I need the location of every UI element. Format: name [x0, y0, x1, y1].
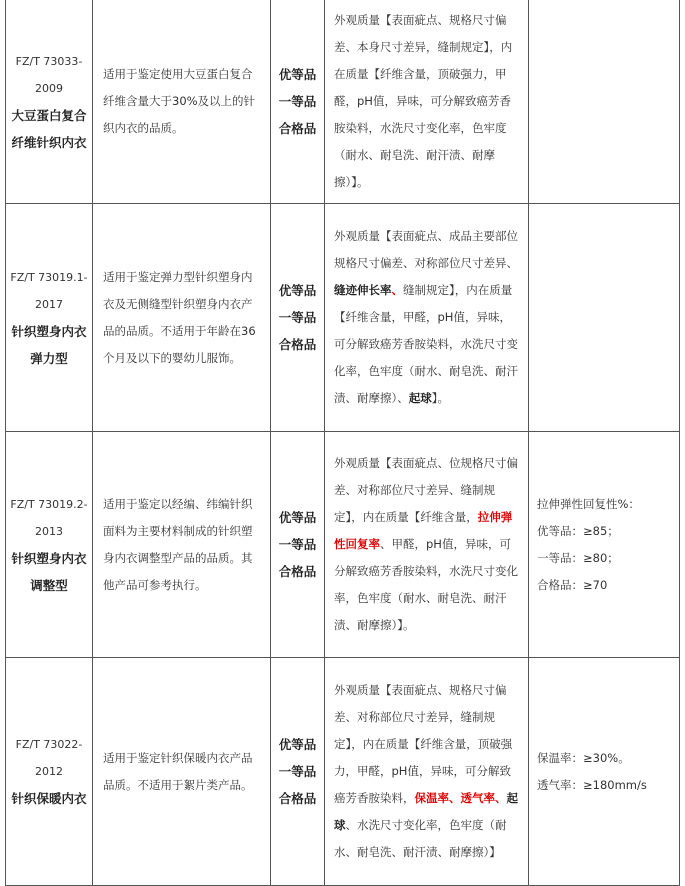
scope-cell: 适用于鉴定弹力型针织塑身内衣及无侧缝型针织塑身内衣产品的品质。不适用于年龄在36个月及以下的婴幼儿服饰。 — [93, 204, 271, 432]
grade-label: 优等品 — [278, 737, 317, 752]
quality-highlight: 保温率、透气率、 — [414, 791, 507, 805]
quality-highlight: 、 — [391, 283, 403, 297]
quality-cell — [325, 658, 529, 886]
note-line: 透气率：≥180mm/s — [537, 777, 647, 792]
quality-cell — [325, 204, 529, 432]
standard-code: FZ/T 73022-2012 — [15, 738, 83, 778]
standard-code: FZ/T 73019.1-2017 — [10, 270, 88, 311]
quality-text: 、水洗尺寸变化率，色牢度（耐水、耐皂洗、耐汗渍、耐摩擦）】 — [334, 818, 507, 859]
grade-label: 合格品 — [278, 337, 317, 352]
grade-label: 合格品 — [278, 791, 317, 806]
grade-label: 一等品 — [278, 310, 317, 325]
note-line: 拉伸弹性回复性%： — [537, 496, 640, 511]
quality-text: 缝制规定】，内在质量【纤维含量，甲醛，pH值，异味，可分解致癌芳香胺染料，水洗尺寸变化率，色牢度（耐水、耐皂洗、耐汗渍、耐摩擦）、 — [334, 283, 518, 405]
quality-highlight: 拉伸弹性回复率 — [334, 510, 513, 551]
standard-cell — [6, 204, 93, 432]
notes-cell — [529, 0, 680, 204]
quality-cell — [325, 0, 529, 204]
scope-cell: 适用于鉴定针织保暖内衣产品品质。不适用于絮片类产品。 — [93, 658, 271, 886]
notes-cell — [529, 432, 680, 658]
table-row — [6, 204, 680, 432]
grades-cell — [271, 204, 325, 432]
quality-text: 、甲醛，pH值，异味，可分解致癌芳香胺染料，水洗尺寸变化率，色牢度（耐水、耐皂洗、耐汗渍、耐摩擦）】。 — [334, 537, 518, 632]
standard-cell — [6, 658, 93, 886]
grades-cell — [271, 432, 325, 658]
note-line: 保温率：≥30%。 — [537, 750, 630, 765]
standards-table — [5, 0, 680, 886]
quality-text: 外观质量【表面疵点、成品主要部位规格尺寸偏差、对称部位尺寸差异、 — [334, 229, 518, 270]
note-line: 合格品：≥70 — [537, 577, 608, 592]
quality-cell — [325, 432, 529, 658]
grade-label: 一等品 — [278, 537, 317, 552]
standard-name: 针织塑身内衣 弹力型 — [11, 323, 87, 366]
table-row — [6, 432, 680, 658]
standard-name: 针织塑身内衣 调整型 — [11, 550, 87, 593]
quality-text: 外观质量【表面疵点、规格尺寸偏差、本身尺寸差异，缝制规定】，内在质量【纤维含量，顶破强力，甲醛，pH值，异味，可分解致癌芳香胺染料，水洗尺寸变化率，色牢度（耐水、耐皂洗、耐汗渍、耐摩擦）】。 — [334, 13, 513, 189]
scope-cell: 适用于鉴定使用大豆蛋白复合纤维含量大于30%及以上的针织内衣的品质。 — [93, 0, 271, 204]
grade-label: 优等品 — [278, 67, 317, 82]
table-row — [6, 658, 680, 886]
standard-cell — [6, 0, 93, 204]
table-row — [6, 0, 680, 204]
grades-cell — [271, 0, 325, 204]
grades-cell — [271, 658, 325, 886]
grade-label: 合格品 — [278, 121, 317, 136]
quality-text: 】。 — [431, 391, 449, 405]
notes-cell — [529, 658, 680, 886]
grade-label: 一等品 — [278, 94, 317, 109]
grade-label: 合格品 — [278, 564, 317, 579]
note-line: 一等品：≥80； — [537, 550, 619, 565]
standard-code: FZ/T 73019.2-2013 — [10, 497, 88, 538]
note-line: 优等品：≥85； — [537, 523, 619, 538]
quality-text: 外观质量【表面疵点、规格尺寸偏差、对称部位尺寸差异，缝制规定】，内在质量【纤维含量，顶破强力，甲醛，pH值，异味，可分解致癌芳香胺染料， — [334, 683, 513, 805]
standard-name: 针织保暖内衣 — [11, 791, 87, 806]
grade-label: 优等品 — [278, 510, 317, 525]
grade-label: 一等品 — [278, 764, 317, 779]
quality-highlight: 缝迹伸长率 — [334, 283, 392, 297]
standard-code: FZ/T 73033-2009 — [15, 54, 83, 95]
quality-text: 外观质量【表面疵点、位规格尺寸偏差、对称部位尺寸差异、缝制规定】，内在质量【纤维含量， — [334, 456, 518, 524]
standard-cell — [6, 432, 93, 658]
quality-highlight: 起球 — [408, 391, 432, 405]
standard-name: 大豆蛋白复合纤维针织内衣 — [11, 107, 87, 150]
scope-cell: 适用于鉴定以经编、纬编针织面料为主要材料制成的针织塑身内衣调整型产品的品质。其他产品可参考执行。 — [93, 432, 271, 658]
quality-highlight: 起球 — [334, 791, 518, 832]
notes-cell — [529, 204, 680, 432]
grade-label: 优等品 — [278, 283, 317, 298]
